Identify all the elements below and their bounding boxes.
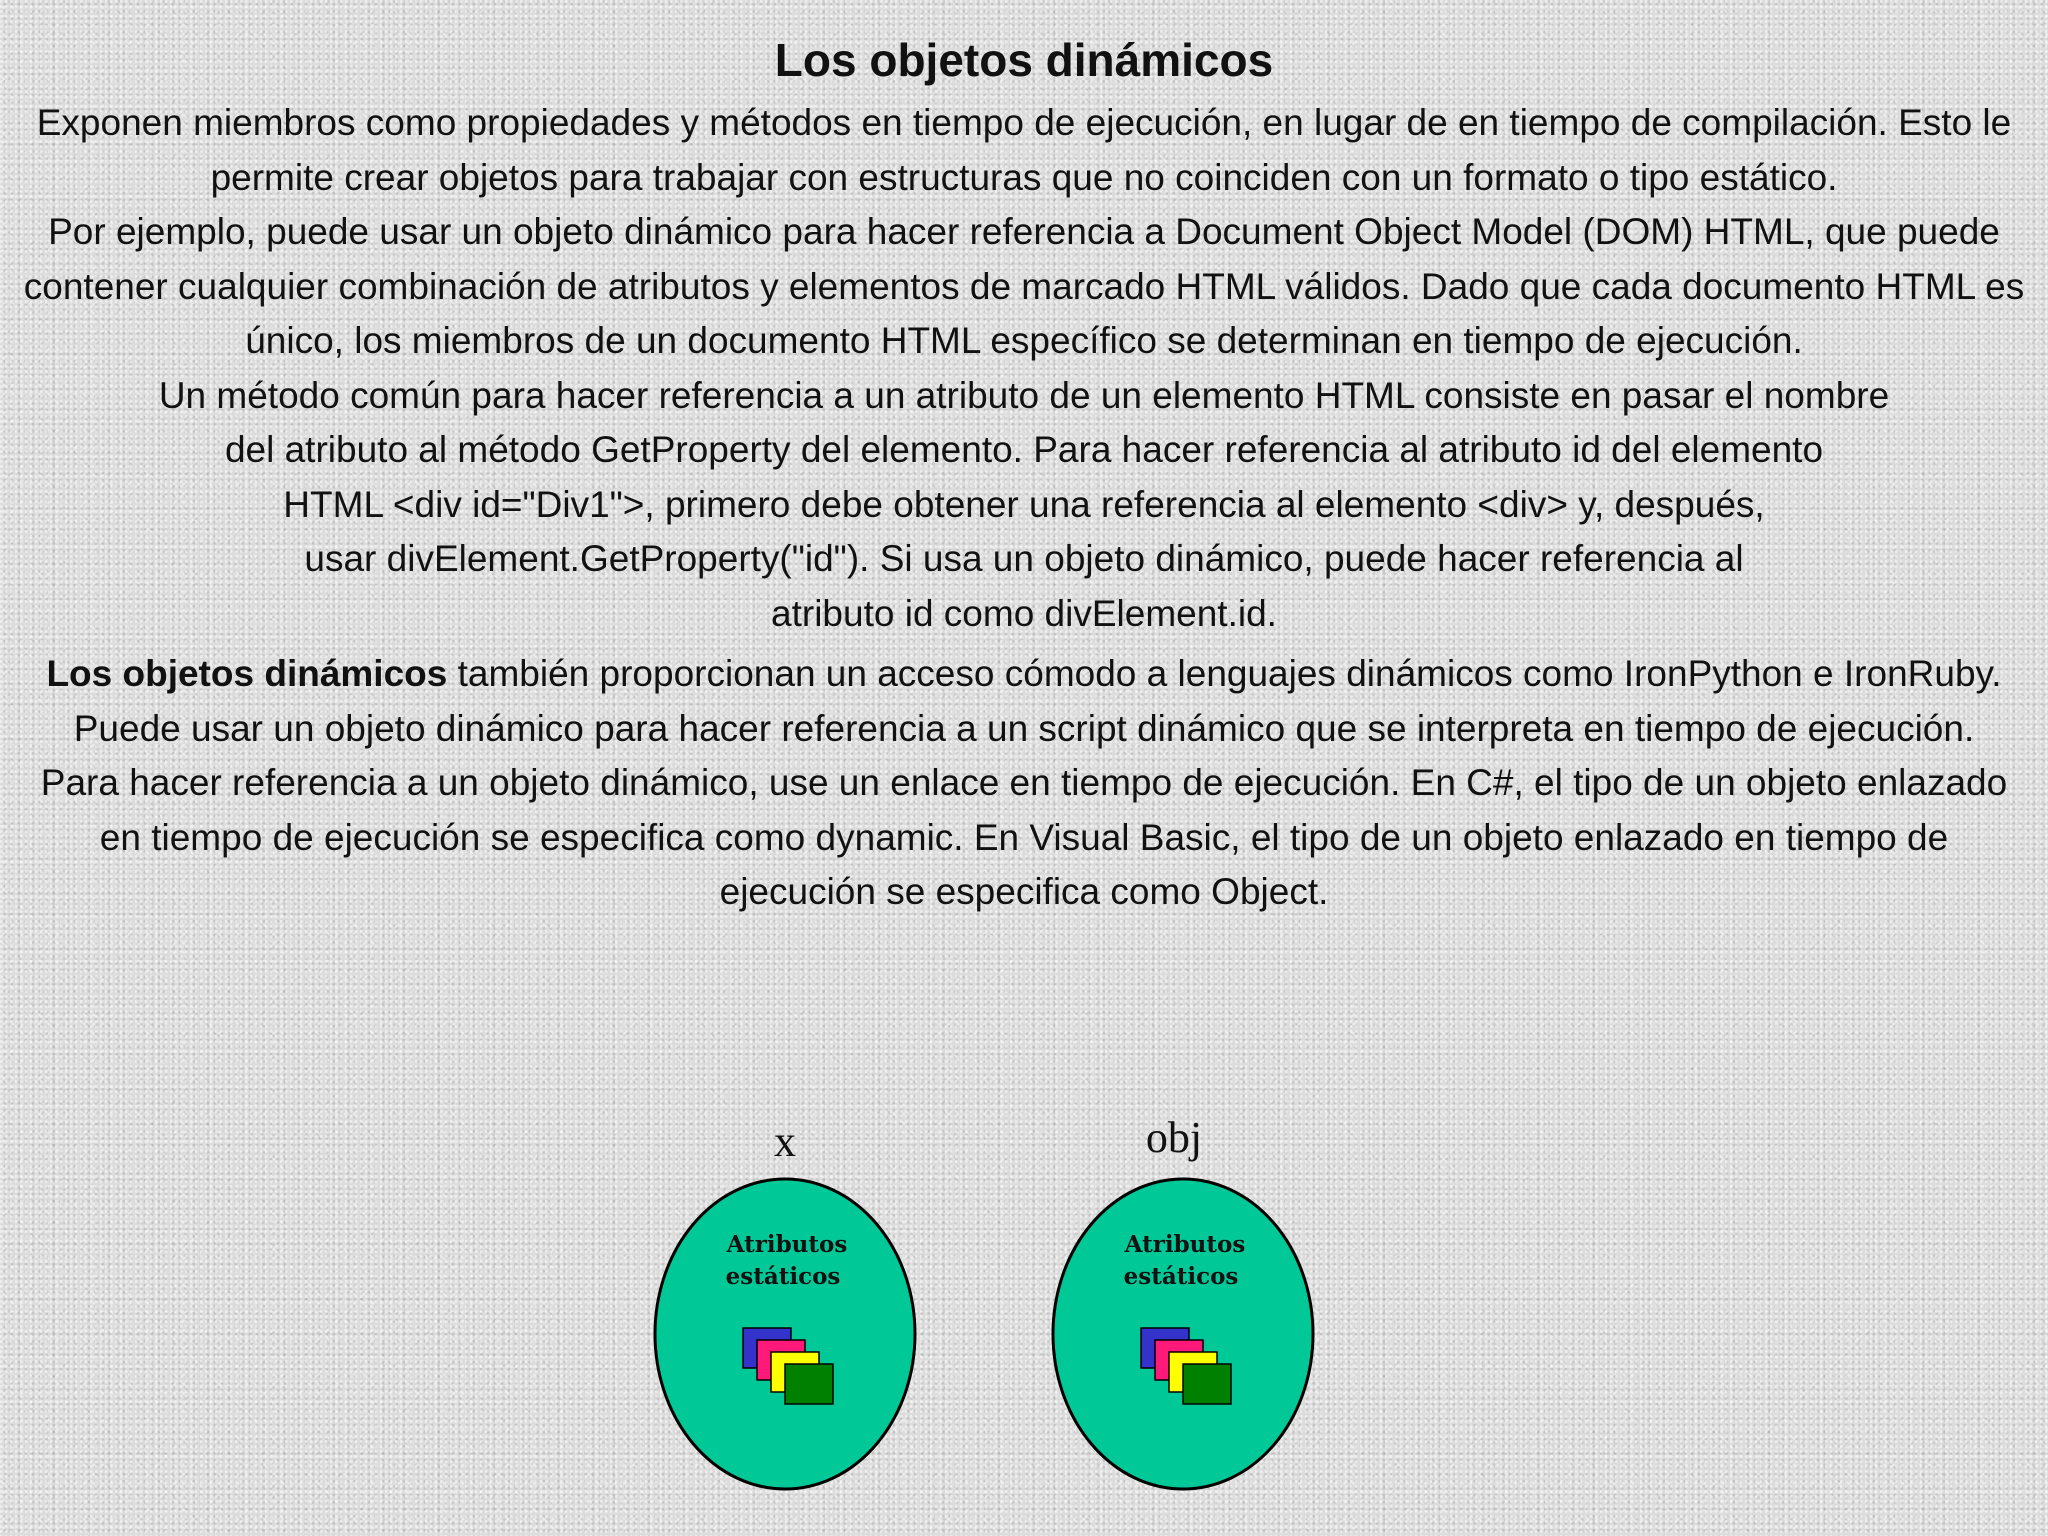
object-x-inner-label: estáticos (725, 1263, 841, 1290)
getproperty-line: atributo id como divElement.id. (771, 592, 1277, 634)
getproperty-line: del atributo al método GetProperty del elemento. Para hacer referencia al atributo id del elemento (224, 429, 1824, 470)
getproperty-line: HTML <div id="Div1">, primero debe obtener una referencia al elemento <div> y, después, (283, 483, 1765, 525)
object-obj-inner-label: estáticos (1123, 1263, 1239, 1290)
getproperty-line: Un método común para hacer referencia a un atributo de un elemento HTML consiste en pasar el nombre (158, 374, 1890, 416)
paragraph-late-binding: Para hacer referencia a un objeto dinámico, use un enlace en tiempo de ejecución. En C#, el tipo de un objeto enlazado en tiempo de ejecución se especifica como dynamic. En Visual Basic, el tipo de un objeto enlazado en tiempo de ejecución se especifica como Object. (40, 762, 2008, 912)
object-diagram (0, 1100, 2048, 1500)
paragraph-dynamic-languages (22, 647, 2026, 756)
paragraph-lead-bold: Los objetos dinámicos (46, 653, 448, 694)
slide-body (22, 96, 2026, 920)
getproperty-line: usar divElement.GetProperty("id"). Si usa un objeto dinámico, puede hacer referencia al (304, 538, 1744, 579)
paragraph-dom-example: Por ejemplo, puede usar un objeto dinámico para hacer referencia a Document Object Model (DOM) HTML, que puede contener cualquier combinación de atributos y elementos de marcado HTML válidos. Dado que cada documento HTML es único, los miembros de un documento HTML específico se determinan en tiempo de ejecución. (23, 211, 2025, 361)
paragraph-dynamic-languages-text: también proporcionan un acceso cómodo a lenguajes dinámicos como IronPython e IronRuby. Puede usar un objeto dinámico para hacer referencia a un script dinámico que se interpreta en tiempo de ejecución. (73, 653, 2002, 749)
object-x-inner-label: Atributos (726, 1231, 848, 1258)
paragraph-getproperty (22, 369, 2026, 642)
object-obj (1053, 1113, 1313, 1489)
paragraph-intro: Exponen miembros como propiedades y métodos en tiempo de ejecución, en lugar de en tiempo de compilación. Esto le permite crear objetos para trabajar con estructuras que no coinciden con un formato o tipo estático. (36, 102, 2012, 198)
object-obj-inner-label: Atributos (1124, 1231, 1246, 1258)
object-x (655, 1117, 915, 1489)
object-obj-label: obj (1145, 1113, 1203, 1162)
object-x-label: x (774, 1117, 796, 1166)
slide-title: Los objetos dinámicos (774, 34, 1274, 86)
